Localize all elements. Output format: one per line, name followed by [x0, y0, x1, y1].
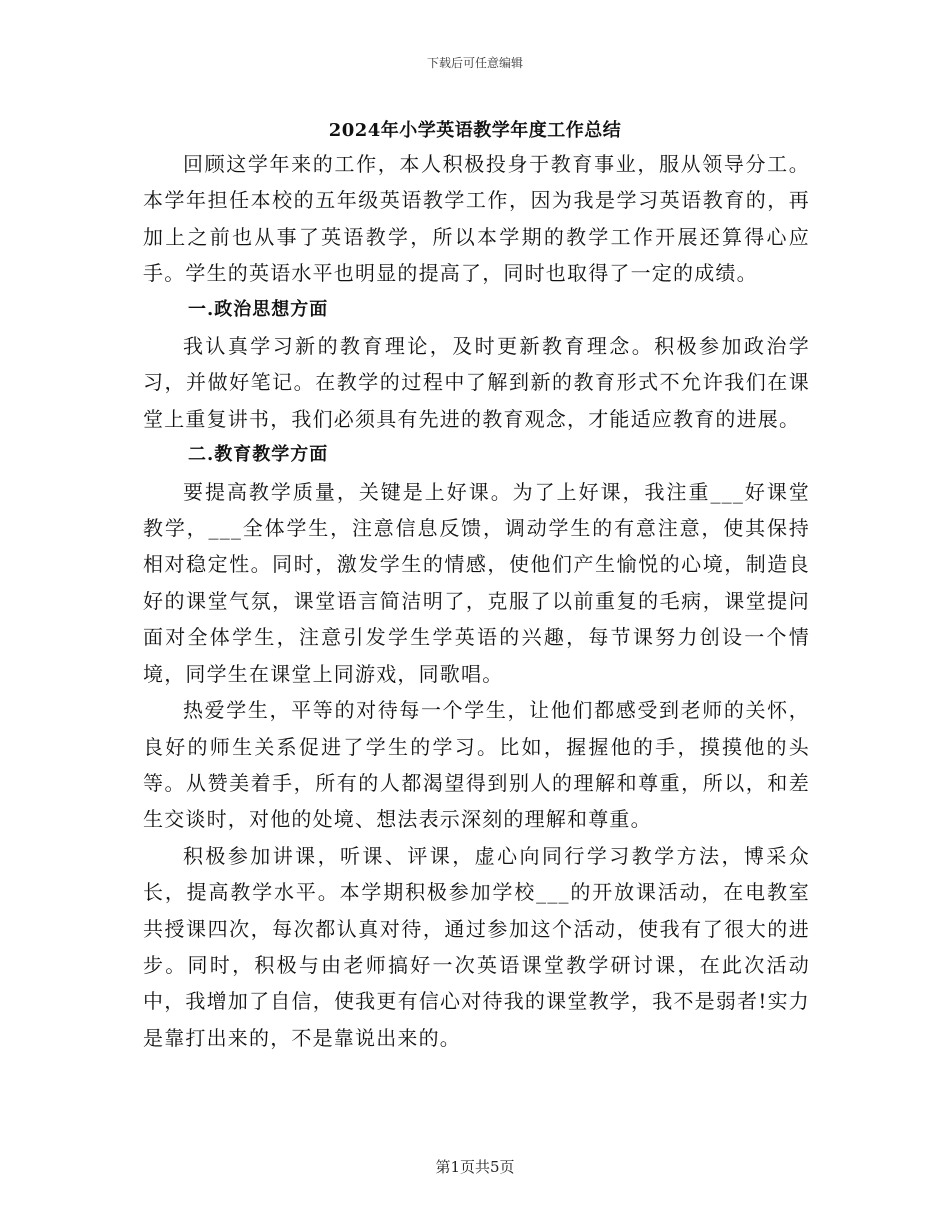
- paragraph-lectures: 积极参加讲课，听课、评课，虚心向同行学习教学方法，博采众长，提高教学水平。本学期积极参加学校___的开放课活动，在电教室共授课四次，每次都认真对待，通过参加这个活动，使我有了很大的进步。同时，积极与由老师搞好一次英语课堂教学研讨课，在此次活动中，我增加了自信，使我更有信心对待我的课堂教学，我不是弱者!实力是靠打出来的，不是靠说出来的。: [143, 843, 810, 1050]
- document-body: [143, 146, 810, 1056]
- header-note: 下载后可任意编辑: [426, 56, 523, 70]
- section-heading-teaching: 二.教育教学方面: [188, 444, 329, 466]
- paragraph-intro: 回顾这学年来的工作，本人积极投身于教育事业，服从领导分工。本学年担任本校的五年级英语教学工作，因为我是学习英语教育的，再加上之前也从事了英语教学，所以本学期的教学工作开展还算得心应手。学生的英语水平也明显的提高了，同时也取得了一定的成绩。: [143, 152, 810, 286]
- paragraph-love-students: 热爱学生，平等的对待每一个学生，让他们都感受到老师的关怀，良好的师生关系促进了学生的学习。比如，握握他的手，摸摸他的头等。从赞美着手，所有的人都渴望得到别人的理解和尊重，所以，和差生交谈时，对他的处境、想法表示深刻的理解和尊重。: [143, 698, 810, 832]
- page-footer: 第1页共5页: [435, 1158, 515, 1176]
- section-heading-political: 一.政治思想方面: [188, 298, 329, 320]
- paragraph-teaching-quality: 要提高教学质量，关键是上好课。为了上好课，我注重___好课堂教学，___全体学生，注意信息反馈，调动学生的有意注意，使其保持相对稳定性。同时，激发学生的情感，使他们产生愉悦的心境，制造良好的课堂气氛，课堂语言简洁明了，克服了以前重复的毛病，课堂提问面对全体学生，注意引发学生学英语的兴趣，每节课努力创设一个情境，同学生在课堂上同游戏，同歌唱。: [143, 479, 810, 686]
- paragraph-political: 我认真学习新的教育理论，及时更新教育理念。积极参加政治学习，并做好笔记。在教学的过程中了解到新的教育形式不允许我们在课堂上重复讲书，我们必须具有先进的教育观念，才能适应教育的进展。: [143, 334, 810, 431]
- document-title: 2024年小学英语教学年度工作总结: [328, 120, 622, 141]
